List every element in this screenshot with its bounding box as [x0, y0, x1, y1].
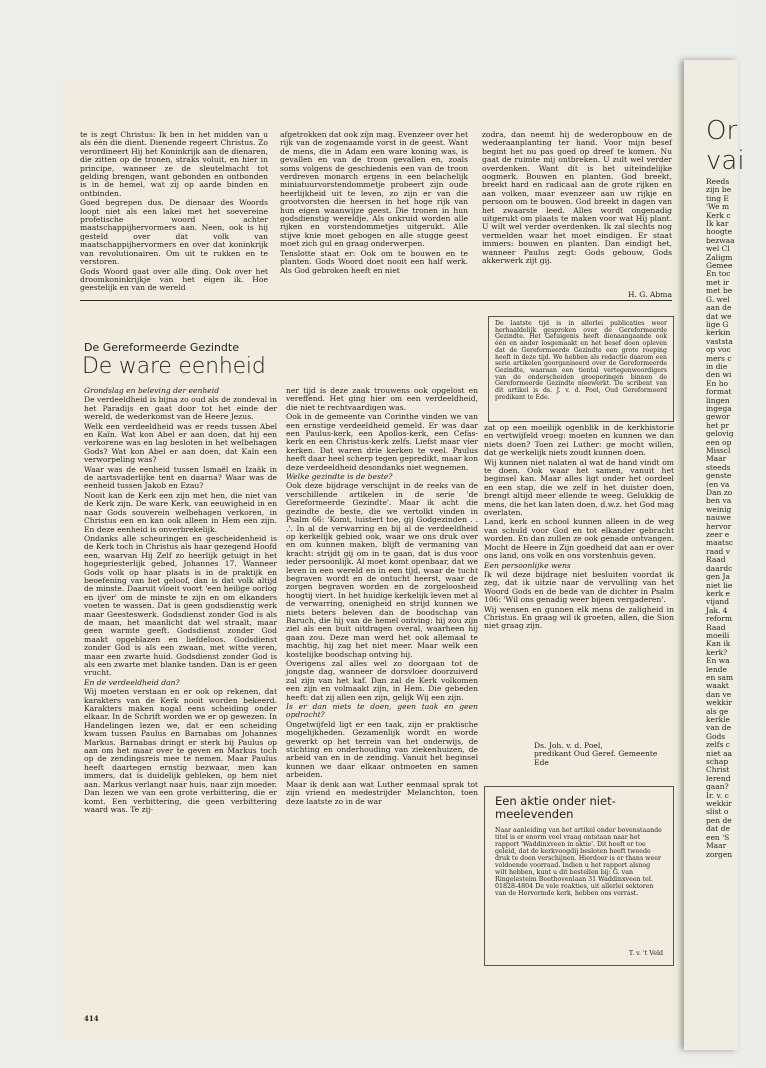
- next-page-line: Maar: [706, 454, 727, 464]
- paragraph: zodra, dan neemt hij de wederopbouw en de wederaanplanting ter hand. Voor mijn besef begint het nu pas goed op dreef te komen. Nu gaat de ruimte mij ontbreken. U zult wel verder overdenken. Want dit is het uiteindelijke oogmerk. Bouwen en planten. God breekt, breekt hard en radicaal aan de grote rijken en aan volken, maar evenzeer aan uw rijkje en persoon om te bouwen. God breekt in dagen van het zwaarste leed. Alles wordt ongenadig uitgerukt om plaats te maken voor wat Hij plant. U wilt wel verder overdenken. Ik zal slechts nog vermelden waar het moet eindigen. Er staat immers: bouwen en planten. Dan eindigt het, wanneer Paulus zegt: Gods gebouw, Gods akkerwerk zijt gij.: [482, 130, 672, 266]
- next-page-line: kerkin: [706, 328, 731, 338]
- next-page-line: een 'S: [706, 832, 730, 842]
- next-page-line: zelfs c: [706, 740, 730, 750]
- next-page-line: zijn be: [706, 185, 732, 195]
- paragraph: Tenslotte staat er: Ook om te bouwen en te planten. Gods Woord doet nooit een half werk. Als God gebroken heeft en niet: [280, 248, 468, 275]
- paragraph: Gods Woord gaat over alle ding. Ook over het droomkoninkrijkje van het eigen ik. Hoe geestelijk en van de wereld: [80, 266, 268, 293]
- subheading: Welke gezindte is de beste?: [286, 472, 393, 482]
- article-column-1: [84, 387, 277, 1007]
- next-page-line: format: [706, 387, 732, 397]
- next-page-line: En toc: [706, 269, 731, 279]
- next-page-edge: [684, 60, 745, 1050]
- next-page-line: Gemee: [706, 261, 733, 271]
- paragraph: Nooit kan de Kerk een zijn met hen, die niet van de Kerk zijn. De ware Kerk, van eeuwigheid in en naar Gods souverein welbehagen verkoren, in Christus een en kan ook alleen in Hem een zijn. En deze eenheid is onverbrekelijk.: [84, 490, 277, 534]
- next-page-line: in die: [706, 361, 728, 371]
- paragraph: Maar ik denk aan wat Luther eenmaal sprak tot zijn vriend en medestrijder Melanchton, toen deze laatste zo in de war: [286, 779, 478, 806]
- next-page-line: genste: [706, 471, 732, 481]
- next-page-line: gelovig: [706, 429, 734, 439]
- next-page-line: dat we: [706, 311, 732, 321]
- paragraph: Goed begrepen dus. De dienaar des Woords loopt niet als een lakei met het soevereine profetische woord achter maatschappijhervormers aan. Neen, ook is hij gesteld over dat volk van maatschappijhervormers en over dat koninkrijk van revolutionairen. Om uit te rukken en te verstoren.: [80, 198, 268, 267]
- next-page-line: daardc: [706, 563, 733, 573]
- paragraph: Ook in de gemeente van Corinthe vinden we van een ernstige verdeeldheid gemeld. Er was daar een Paulus-kerk, een Apollos-kerk, een Cefas-kerk en een Christus-kerk zelfs. Liefst maar vier kerken. Dat waren drie kerken te veel. Paulus heeft daar heel scherp tegen gepredikt, maar kon deze verdeeldheid desondanks niet wegnemen.: [286, 412, 478, 472]
- next-page-line: van de: [706, 723, 732, 733]
- paragraph: Wij moeten verstaan en er ook op rekenen, dat karakters van de Kerk nooit worden bekeerd. Karakters maken nogal eens scheiding onder elkaar. In de Schrift worden we er op gewezen. In Handelingen lezen we, dat er een scheiding kwam tussen Paulus en Barnabas om Johannes Markus. Barnabas dringt er sterk bij Paulus op aan om het maar over te geven en Markus toch op de zendingsreis mee te nemen. Maar Paulus heeft daartegen ernstig bezwaar, men kan immers, dat is duidelijk gebleken, op hem niet aan. Markus verlangt naar huis, naar zijn moeder. Dan lezen we van een grote verbittering, die er komt. Een verbittering, die geen verbittering waard was. Te zij-: [84, 687, 277, 814]
- next-page-headline-line: vai: [706, 146, 745, 176]
- editorial-note-box: [488, 316, 674, 422]
- subheading: Een persoonlijke wens: [484, 560, 571, 570]
- next-page-line: den wi: [706, 370, 732, 380]
- next-page-line: Christ: [706, 765, 730, 775]
- next-page-line: Reeds: [706, 177, 730, 186]
- next-page-line: maatsc: [706, 538, 734, 548]
- editorial-note-text: De laatste tijd is in allerlei publicaties weer herhaaldelijk gesproken over de Gereformeerde Gezindte. Het Getuigenis heeft dienaangaande ook één en ander losgemaakt en het besef doen opleven dat de Gereformeerde Gezindte een grote roeping heeft in deze tijd. We hebben als redactie daarom een serie artikelen georganiseerd over de Gereformeerde Gezindte, waaraan een tiental vertegenwoordigers van de onderscheiden groeperingen binnen de Gereformeerde Gezindte meewerkt. De scribent van dit artikel is ds. J. v. d. Poel, Oud Gereformeerd predikant te Ede.: [495, 320, 667, 401]
- subheading: En de verdeeldheid dan?: [84, 677, 180, 687]
- page-number: 414: [84, 1014, 99, 1023]
- next-page-line: Gods: [706, 731, 726, 741]
- next-page-line: niet lie: [706, 580, 733, 590]
- paragraph: Wij kunnen niet nalaten al wat de hand vindt om te doen. Ook waar het samen, vanuit het beginsel kan. Maar alles ligt onder het oordeel en een stap, die we zelf in het duister doen, brengt altijd meer ellende te weeg. Gelukkig de mens, die het kan laten doen, d.w.z. het God mag overlaten.: [484, 457, 674, 518]
- subheading: Grondslag en beleving der eenheid: [84, 386, 220, 395]
- next-page-line: raad v: [706, 546, 730, 556]
- next-page-line: een op: [706, 437, 732, 447]
- next-page-line: Ik kar: [706, 219, 729, 229]
- top-article-column-2: [280, 131, 468, 281]
- next-page-line: waakt: [706, 681, 729, 691]
- next-page-headline: [706, 116, 745, 176]
- paragraph: Wij wensen en gunnen elk mens de zaligheid in Christus. En graag wil ik groeten, allen, die Sion niet graag zijn.: [484, 604, 674, 631]
- next-page-line: en sam: [706, 672, 734, 682]
- next-page-line: Ir. v. c: [706, 790, 729, 800]
- next-page-text: [706, 178, 766, 859]
- top-article-column-1: [80, 130, 268, 293]
- next-page-line: lingen: [706, 395, 730, 405]
- next-page-line: niet aa: [706, 748, 733, 758]
- next-page-line: pen de: [706, 815, 732, 825]
- next-page-line: vijand: [706, 597, 730, 607]
- paragraph: Land, kerk en school kunnen alleen in de weg van schuld voor God en tot elkander gebracht worden. En dan zullen ze ook genade ontvangen. Mocht de Heere in Zijn goedheid dat aan er over ons land, ons volk en ons vorstenhuis geven.: [484, 517, 674, 561]
- next-page-line: dan ve: [706, 689, 732, 699]
- next-page-line: bezwaa: [706, 235, 735, 245]
- next-page-line: Dan zo: [706, 488, 733, 498]
- next-page-line: wekkir: [706, 698, 732, 708]
- author-signature: [534, 742, 674, 767]
- next-page-line: lerend: [706, 773, 731, 783]
- paragraph: Waar was de eenheid tussen Ismaël en Izaäk in de aartsvaderlijke tent en daarna? Waar was de eenheid tussen Jakob en Ezau?: [84, 464, 277, 491]
- next-page-line: Kerk c: [706, 210, 731, 220]
- article-column-2: [286, 387, 478, 1007]
- section-label: De Gereformeerde Gezindte: [84, 341, 239, 354]
- next-page-line: gewor: [706, 412, 730, 422]
- next-page-line: ting E: [706, 193, 729, 203]
- next-page-line: gaan?: [706, 782, 729, 792]
- paragraph: Overigens zal alles wel zo doorgaan tot de jongste dag, wanneer de dorsvloer doorzuiverd zal zijn van het kaf. Dan zal de Kerk volkomen een zijn en volmaakt zijn, in Hem. Die gebeden heeft: dat zij allen een zijn, gelijk Wij een zijn.: [286, 659, 478, 702]
- next-page-line: Kan ik: [706, 639, 731, 649]
- next-page-line: wekkir: [706, 799, 732, 809]
- next-page-line: Raad: [706, 622, 726, 632]
- next-page-line: ben va: [706, 496, 732, 506]
- top-article-column-3: [482, 131, 672, 281]
- paragraph: te is zegt Christus: Ik ben in het midden van u als één die dient. Dienende regeert Christus. Zo verordineert Hij het Koninkrijk aan de dienaren, die zitten op de tronen, straks voluit, en hier in principe, wanneer ze de sleutelmacht tot gelding brengen, want gebonden en ontbonden is in de hemel, wat zij op aarde binden en ontbinden.: [80, 130, 268, 198]
- next-page-line: weinig: [706, 504, 732, 514]
- paragraph: afgetrokken dat ook zijn mag. Evenzeer over het rijk van de zogenaamde vorst in de geest. Want de mens, die in Adam een ware koning was, is gevallen en van de troon gevallen en, zoals soms volgens de geschiedenis een van de troon verdreven monarch ergens in een belachelijk miniatuurvorstendommetje probeert zijn oude heerlijkheid uit te leven, zo zijn er van die grootvorsten die heersen in het hoge rijk van hun eigen waanwijze geest. Die tronen in hun godsdienstig wereldje. Als onkruid worden alle rijken en vorstendommetjes uitgerukt. Alle stijve knie moet gebogen en alle stugge geest moet zich gul en graag onderwerpen.: [280, 130, 468, 249]
- next-page-line: Zaligm: [706, 252, 733, 262]
- next-page-line: Misscl: [706, 446, 731, 455]
- paragraph: Ongetwijfeld ligt er een taak, zijn er praktische mogelijkheden. Gezamenlijk wordt en worde gewerkt op het terrein van het onderwijs, de stichting en onderhouding van ziekenhuizen, de arbeid van en in de zending. Vanuit het beginsel kunnen we daar elkaar ontmoeten en samen arbeiden.: [286, 719, 478, 780]
- next-page-line: wel Cl: [706, 244, 730, 254]
- next-page-line: dat de: [706, 824, 730, 834]
- next-page-line: op voc: [706, 345, 731, 355]
- subheading: Is er dan niets te doen, geen taak en geen opdracht?: [286, 702, 478, 720]
- next-page-line: (en va: [706, 479, 730, 489]
- next-page-line: moeili: [706, 630, 730, 640]
- next-page-headline-line: Or: [706, 116, 738, 146]
- next-page-line: lende: [706, 664, 727, 674]
- next-page-line: met ir: [706, 277, 729, 287]
- next-page-line: nauwe: [706, 513, 731, 523]
- notice-title: Een aktie onder niet-meelevenden: [495, 794, 616, 821]
- notice-box: [484, 786, 674, 966]
- next-page-line: G. wel: [706, 294, 730, 304]
- paragraph: Ik wil deze bijdrage niet besluiten voordat ik zeg, dat ik uitzie naar de vervulling van het Woord Gods en de bede van de dichter in Psalm 106: 'Wil ons genadig weer bijeen vergaderen'.: [484, 569, 674, 605]
- next-page-line: hervor: [706, 521, 732, 531]
- next-page-line: mers c: [706, 353, 732, 363]
- author-role: predikant Oud Geref. Gemeente: [534, 749, 658, 759]
- next-page-line: aan de: [706, 303, 732, 313]
- notice-text: Naar aanleiding van het artikel onder bovenstaande titel is er enorm veel vraag ontstaan naar het rapport 'Waddinxveen in aktie'. Dit heeft er toe geleid, dat de kerkvoogdij besloten heeft tweede druk te doen verschijnen. Hierdoor is er thans weer voldoende voorraad. Indien u het rapport alsnog wilt hebben, kunt u dit bestellen bij: G. van Ringelesteim Beethovenlaan 31 Waddinxveen tel. 01828-4804 De vele reakties, uit allerlei sektoren van de Hervormde kerk, hebben ons verrast.: [495, 827, 662, 897]
- next-page-line: met be: [706, 286, 733, 296]
- next-page-line: 'We m: [706, 202, 730, 212]
- next-page-line: schap: [706, 757, 729, 767]
- top-article-signature: H. G. Abma: [627, 290, 672, 299]
- paragraph: Welk een verdeeldheid was er reeds tussen Abel en Kaïn. Wat kon Abel er aan doen, dat hij een verkorene was en lag besloten in het welbehagen Gods? Wat kon Abel er aan doen, dat Kaïn een verworpeling was?: [84, 421, 277, 465]
- next-page-line: kerk e: [706, 588, 730, 598]
- article-column-3: [484, 424, 674, 744]
- notice-signature: T. v. 't Veld: [628, 950, 663, 957]
- next-page-line: het pr: [706, 420, 730, 430]
- next-page-line: reform: [706, 614, 733, 624]
- next-page-line: Jak. 4: [706, 605, 728, 615]
- next-page-line: zeer e: [706, 530, 730, 540]
- next-page-line: als ge: [706, 706, 729, 716]
- next-page-line: En ho: [706, 378, 729, 388]
- next-page-line: Maar: [706, 841, 727, 851]
- next-page-line: zorgen: [706, 849, 733, 859]
- article-headline: De ware eenheid: [82, 354, 266, 379]
- next-page-line: slist o: [706, 807, 729, 817]
- author-place: Ede: [534, 757, 549, 767]
- paragraph: De verdeeldheid is bijna zo oud als de zondeval in het Paradijs en gaat door tot het einde der wereld, de wederkomst van de Heere Jezus.: [84, 395, 277, 422]
- next-page-line: Raad: [706, 555, 726, 565]
- next-page-line: vaststa: [706, 336, 733, 346]
- paragraph: Ook deze bijdrage verschijnt in de reeks van de verschillende artikelen in de serie 'de Gereformeerde Gezindte'. Maar ik acht die gezindte de beste, die we vertolkt vinden in Psalm 66: 'Komt, luistert toe, gij Godgezinden . . .'. In al de verwarring en bij al de verdeeldheid op kerkelijk gebied ook, waar we ons druk over en om kunnen maken, blijft de vermaning van kracht: strijdt gij om in te gaan, dat is dus voor ieder persoonlijk. Al moet komt openbaar, dat we leven in een wereld en in een tijd, waar de tucht begraven wordt en de ontucht heerst, waar de zorgen begraven worden en de zorgeloosheid hoogtij viert. In het huidige kerkelijk leven met al de verwarring, onenigheid en strijd kunnen we niets beters beleven dan de boodschap van Baruch, die hij van de hemel ontving: hij zou zijn ziel als een buit uitdragen overal, waarheen hij gaan zou. Deze man werd het ook allemaal te machtig, hij zag het niet meer. Maar welk een kostelijke boodschap ontving hij.: [286, 481, 478, 659]
- next-page-line: steeds: [706, 462, 731, 472]
- author-name: Ds. Joh. v. d. Poel,: [534, 741, 603, 750]
- next-page-line: lige G: [706, 319, 729, 329]
- next-page-line: kerk?: [706, 647, 728, 657]
- paragraph: Ondanks alle scheuringen en gescheidenheid is de Kerk toch in Christus als haar gezegend Hoofd een, waarvan Hij Zelf zo heerlijk getuigt in het hogepriesterlijk gebed, Johannes 17. Wanneer Gods volk op haar plaats is in de praktijk en beoefening van het geloof, dan is dat volk altijd de minste. Daaruit vloeit voort 'een heilige oorlog en ijver' om de minste te zijn en om elkanders voeten te wassen. Dat is geen godsdienstig werk maar Geesteswerk. Godsdienst zonder God is als de maan, het maanlicht dat wel straalt, maar geen warmte geeft. Godsdienst zonder God maakt opgeblazen en liefdeloos. Godsdienst zonder God is als een zwaan, met witte veren, maar een zwarte huid. Godsdienst zonder God is als een zwarte met blanke tanden. Dan is er geen vrucht.: [84, 533, 277, 678]
- next-page-line: ingega: [706, 403, 732, 413]
- paragraph: zat op een moeilijk ogenblik in de kerkhistorie en vertwijfeld vroeg: moeten en kunnen we dan niets doen? Toen zei Luther: ge mocht willen, dat ge werkelijk niets zoudt kunnen doen.: [484, 423, 674, 458]
- section-divider: [80, 300, 672, 301]
- next-page-line: En wa: [706, 656, 730, 666]
- paragraph: ner tijd is deze zaak trouwens ook opgelost en vereffend. Het ging hier om een verdeeldheid, die niet te rechtvaardigen was.: [286, 386, 478, 412]
- next-page-line: hoogte: [706, 227, 733, 237]
- next-page-line: gen Ja: [706, 572, 730, 582]
- next-page-line: kerkle: [706, 715, 730, 724]
